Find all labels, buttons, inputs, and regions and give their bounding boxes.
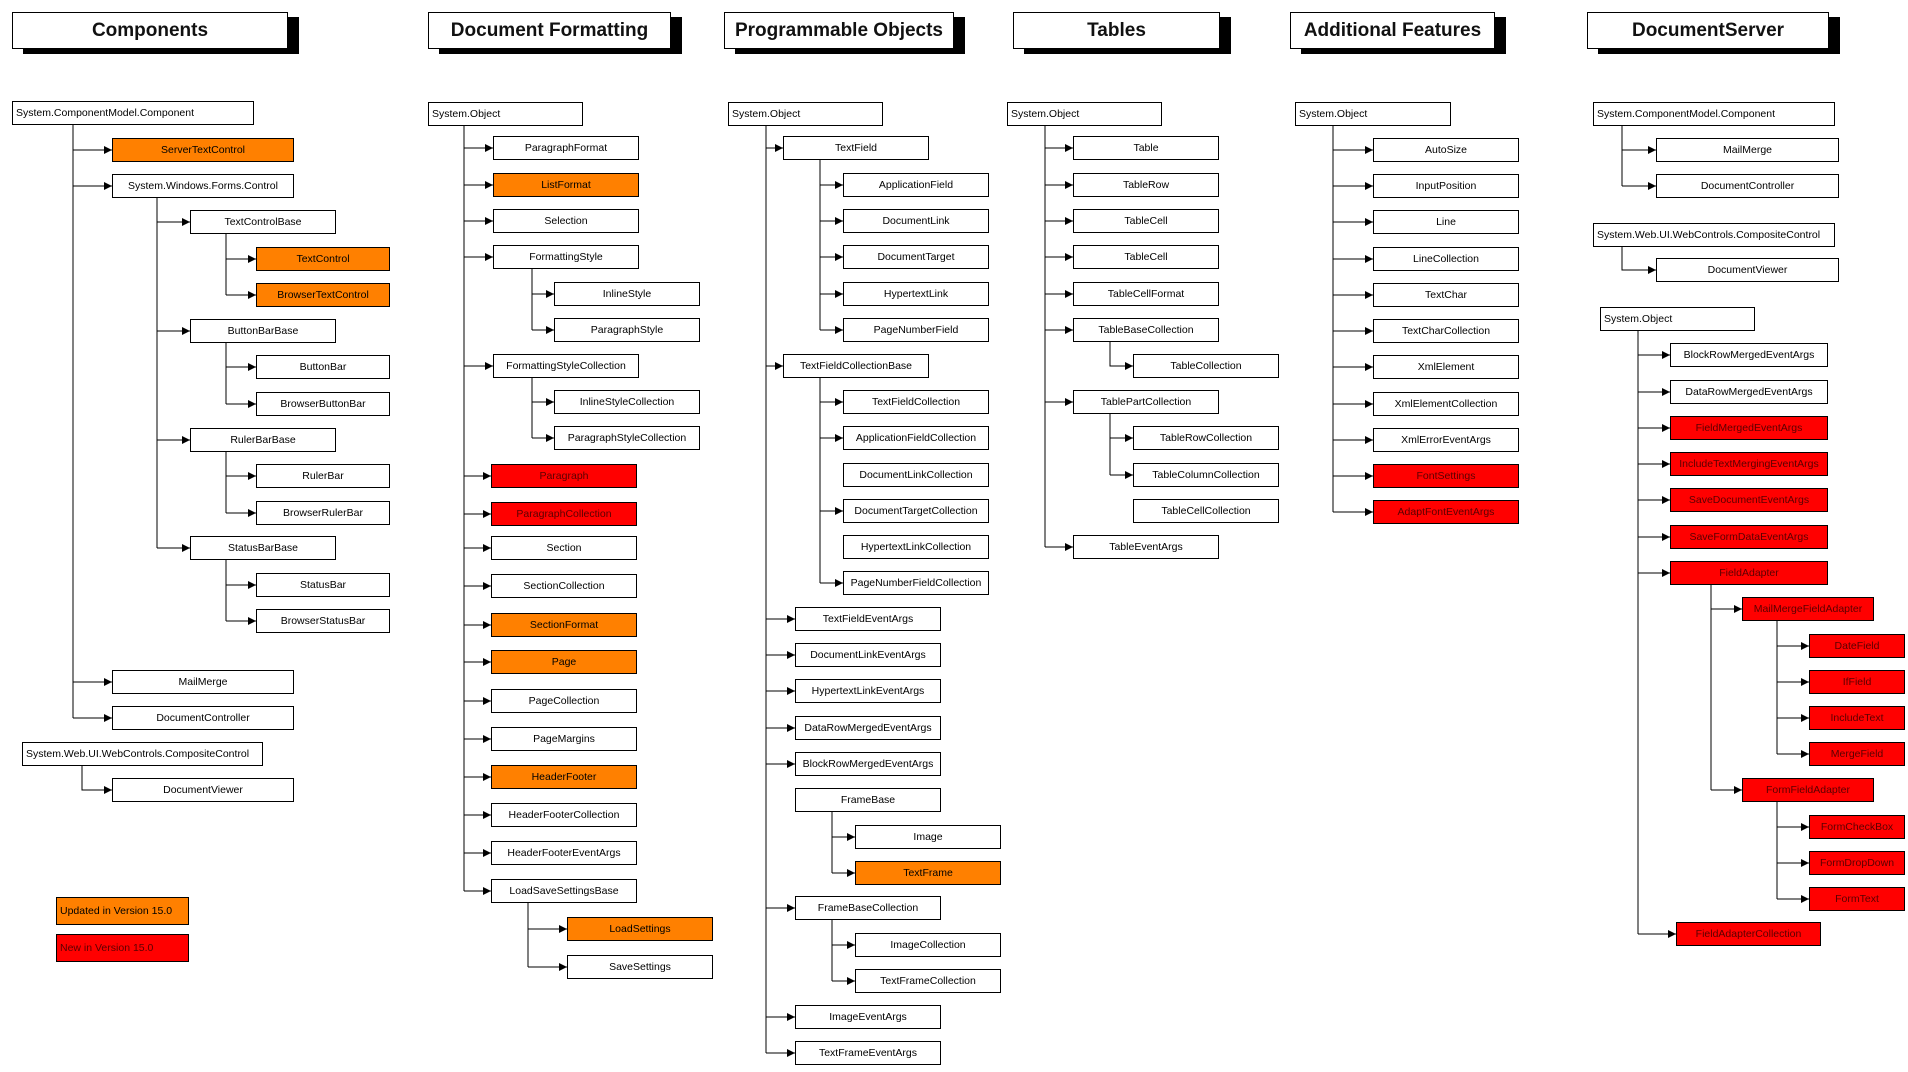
class-node: TextCharCollection xyxy=(1373,319,1519,343)
class-node: TableCollection xyxy=(1133,354,1279,378)
class-node: AutoSize xyxy=(1373,138,1519,162)
header-programmable-objects: Programmable Objects xyxy=(724,12,954,49)
class-node: Image xyxy=(855,825,1001,849)
class-node: FrameBaseCollection xyxy=(795,896,941,920)
class-node: LineCollection xyxy=(1373,247,1519,271)
class-node: MailMerge xyxy=(112,670,294,694)
class-node-new: FieldMergedEventArgs xyxy=(1670,416,1828,440)
class-node-updated: LoadSettings xyxy=(567,917,713,941)
class-node: Selection xyxy=(493,209,639,233)
class-node: BlockRowMergedEventArgs xyxy=(1670,343,1828,367)
class-node-updated: BrowserTextControl xyxy=(256,283,390,307)
class-node: ButtonBar xyxy=(256,355,390,379)
class-node: XmlErrorEventArgs xyxy=(1373,428,1519,452)
class-node: System.Object xyxy=(728,102,883,126)
class-node: HypertextLinkCollection xyxy=(843,535,989,559)
header-tables: Tables xyxy=(1013,12,1220,49)
class-node: System.Web.UI.WebControls.CompositeControl xyxy=(1593,223,1835,247)
class-node-updated: TextControl xyxy=(256,247,390,271)
header-additional-features: Additional Features xyxy=(1290,12,1495,49)
class-node-new: AdaptFontEventArgs xyxy=(1373,500,1519,524)
class-node: DocumentLinkEventArgs xyxy=(795,643,941,667)
class-node: RulerBarBase xyxy=(190,428,336,452)
class-node: FormattingStyleCollection xyxy=(493,354,639,378)
class-node: TextField xyxy=(783,136,929,160)
class-node: MailMerge xyxy=(1656,138,1839,162)
legend-new: New in Version 15.0 xyxy=(56,934,189,962)
class-node: TextFrameCollection xyxy=(855,969,1001,993)
class-node-new: FieldAdapter xyxy=(1670,561,1828,585)
class-node: HeaderFooterEventArgs xyxy=(491,841,637,865)
class-node: DocumentLink xyxy=(843,209,989,233)
class-node: System.Object xyxy=(428,102,583,126)
class-node: StatusBarBase xyxy=(190,536,336,560)
class-node: ParagraphStyle xyxy=(554,318,700,342)
class-node: Line xyxy=(1373,210,1519,234)
class-node: System.Windows.Forms.Control xyxy=(112,174,294,198)
class-node: ButtonBarBase xyxy=(190,319,336,343)
class-node-new: ParagraphCollection xyxy=(491,502,637,526)
class-node: TableBaseCollection xyxy=(1073,318,1219,342)
class-node: TableCell xyxy=(1073,245,1219,269)
class-node: ImageCollection xyxy=(855,933,1001,957)
class-node: PageNumberFieldCollection xyxy=(843,571,989,595)
class-node: DocumentViewer xyxy=(112,778,294,802)
class-node: TextFrameEventArgs xyxy=(795,1041,941,1065)
class-node: TablePartCollection xyxy=(1073,390,1219,414)
class-node: BrowserButtonBar xyxy=(256,392,390,416)
class-node-new: FontSettings xyxy=(1373,464,1519,488)
class-node: TextFieldCollectionBase xyxy=(783,354,929,378)
class-node: DocumentLinkCollection xyxy=(843,463,989,487)
class-node-new: FormCheckBox xyxy=(1809,815,1905,839)
class-node: XmlElementCollection xyxy=(1373,392,1519,416)
class-node-updated: Page xyxy=(491,650,637,674)
class-node: DocumentViewer xyxy=(1656,258,1839,282)
class-node: DataRowMergedEventArgs xyxy=(1670,380,1828,404)
class-node-new: IncludeText xyxy=(1809,706,1905,730)
header-document-server: DocumentServer xyxy=(1587,12,1829,49)
class-node: TextControlBase xyxy=(190,210,336,234)
class-node: Table xyxy=(1073,136,1219,160)
class-node: PageCollection xyxy=(491,689,637,713)
class-node: TableCellCollection xyxy=(1133,499,1279,523)
class-node: ParagraphStyleCollection xyxy=(554,426,700,450)
class-node-updated: ListFormat xyxy=(493,173,639,197)
class-node: TableEventArgs xyxy=(1073,535,1219,559)
class-node-new: DateField xyxy=(1809,634,1905,658)
header-components: Components xyxy=(12,12,288,49)
class-node: ApplicationField xyxy=(843,173,989,197)
class-node: RulerBar xyxy=(256,464,390,488)
class-node: HypertextLink xyxy=(843,282,989,306)
class-node: FormattingStyle xyxy=(493,245,639,269)
class-node: TableRowCollection xyxy=(1133,426,1279,450)
class-node: InlineStyle xyxy=(554,282,700,306)
class-node: PageMargins xyxy=(491,727,637,751)
class-node: DocumentController xyxy=(112,706,294,730)
class-node: TableCellFormat xyxy=(1073,282,1219,306)
class-node-new: IncludeTextMergingEventArgs xyxy=(1670,452,1828,476)
class-node: SectionCollection xyxy=(491,574,637,598)
class-node-updated: SectionFormat xyxy=(491,613,637,637)
class-node: TableCell xyxy=(1073,209,1219,233)
class-node: TextFieldEventArgs xyxy=(795,607,941,631)
class-node-new: FieldAdapterCollection xyxy=(1676,922,1821,946)
class-node: TableColumnCollection xyxy=(1133,463,1279,487)
class-node: InputPosition xyxy=(1373,174,1519,198)
class-node: System.ComponentModel.Component xyxy=(12,101,254,125)
class-node-updated: TextFrame xyxy=(855,861,1001,885)
class-node: StatusBar xyxy=(256,573,390,597)
class-node: XmlElement xyxy=(1373,355,1519,379)
class-node-new: FormDropDown xyxy=(1809,851,1905,875)
class-node: System.ComponentModel.Component xyxy=(1593,102,1835,126)
class-node: DataRowMergedEventArgs xyxy=(795,716,941,740)
class-node: BrowserStatusBar xyxy=(256,609,390,633)
class-node-new: SaveDocumentEventArgs xyxy=(1670,488,1828,512)
class-node: InlineStyleCollection xyxy=(554,390,700,414)
class-node: ParagraphFormat xyxy=(493,136,639,160)
class-node-new: FormText xyxy=(1809,887,1905,911)
header-document-formatting: Document Formatting xyxy=(428,12,671,49)
class-node: DocumentTargetCollection xyxy=(843,499,989,523)
class-node: HypertextLinkEventArgs xyxy=(795,679,941,703)
class-node: LoadSaveSettingsBase xyxy=(491,879,637,903)
class-node: FrameBase xyxy=(795,788,941,812)
class-node-updated: ServerTextControl xyxy=(112,138,294,162)
class-node: TableRow xyxy=(1073,173,1219,197)
class-node-updated: HeaderFooter xyxy=(491,765,637,789)
class-node: DocumentController xyxy=(1656,174,1839,198)
class-node: System.Web.UI.WebControls.CompositeControl xyxy=(22,742,263,766)
class-node: TextChar xyxy=(1373,283,1519,307)
class-node: TextFieldCollection xyxy=(843,390,989,414)
class-node: HeaderFooterCollection xyxy=(491,803,637,827)
class-node: System.Object xyxy=(1295,102,1451,126)
class-node: Section xyxy=(491,536,637,560)
class-node-new: MailMergeFieldAdapter xyxy=(1742,597,1874,621)
class-node-new: FormFieldAdapter xyxy=(1742,778,1874,802)
class-node: ApplicationFieldCollection xyxy=(843,426,989,450)
class-node: DocumentTarget xyxy=(843,245,989,269)
class-node: System.Object xyxy=(1600,307,1755,331)
additional-connectors xyxy=(1333,126,1373,512)
class-node: BlockRowMergedEventArgs xyxy=(795,752,941,776)
class-node-new: MergeField xyxy=(1809,742,1905,766)
class-node: System.Object xyxy=(1007,102,1162,126)
legend-updated: Updated in Version 15.0 xyxy=(56,897,189,925)
class-node: PageNumberField xyxy=(843,318,989,342)
class-node: ImageEventArgs xyxy=(795,1005,941,1029)
class-node: SaveSettings xyxy=(567,955,713,979)
class-node-new: Paragraph xyxy=(491,464,637,488)
class-node: BrowserRulerBar xyxy=(256,501,390,525)
class-node-new: SaveFormDataEventArgs xyxy=(1670,525,1828,549)
class-node-new: IfField xyxy=(1809,670,1905,694)
